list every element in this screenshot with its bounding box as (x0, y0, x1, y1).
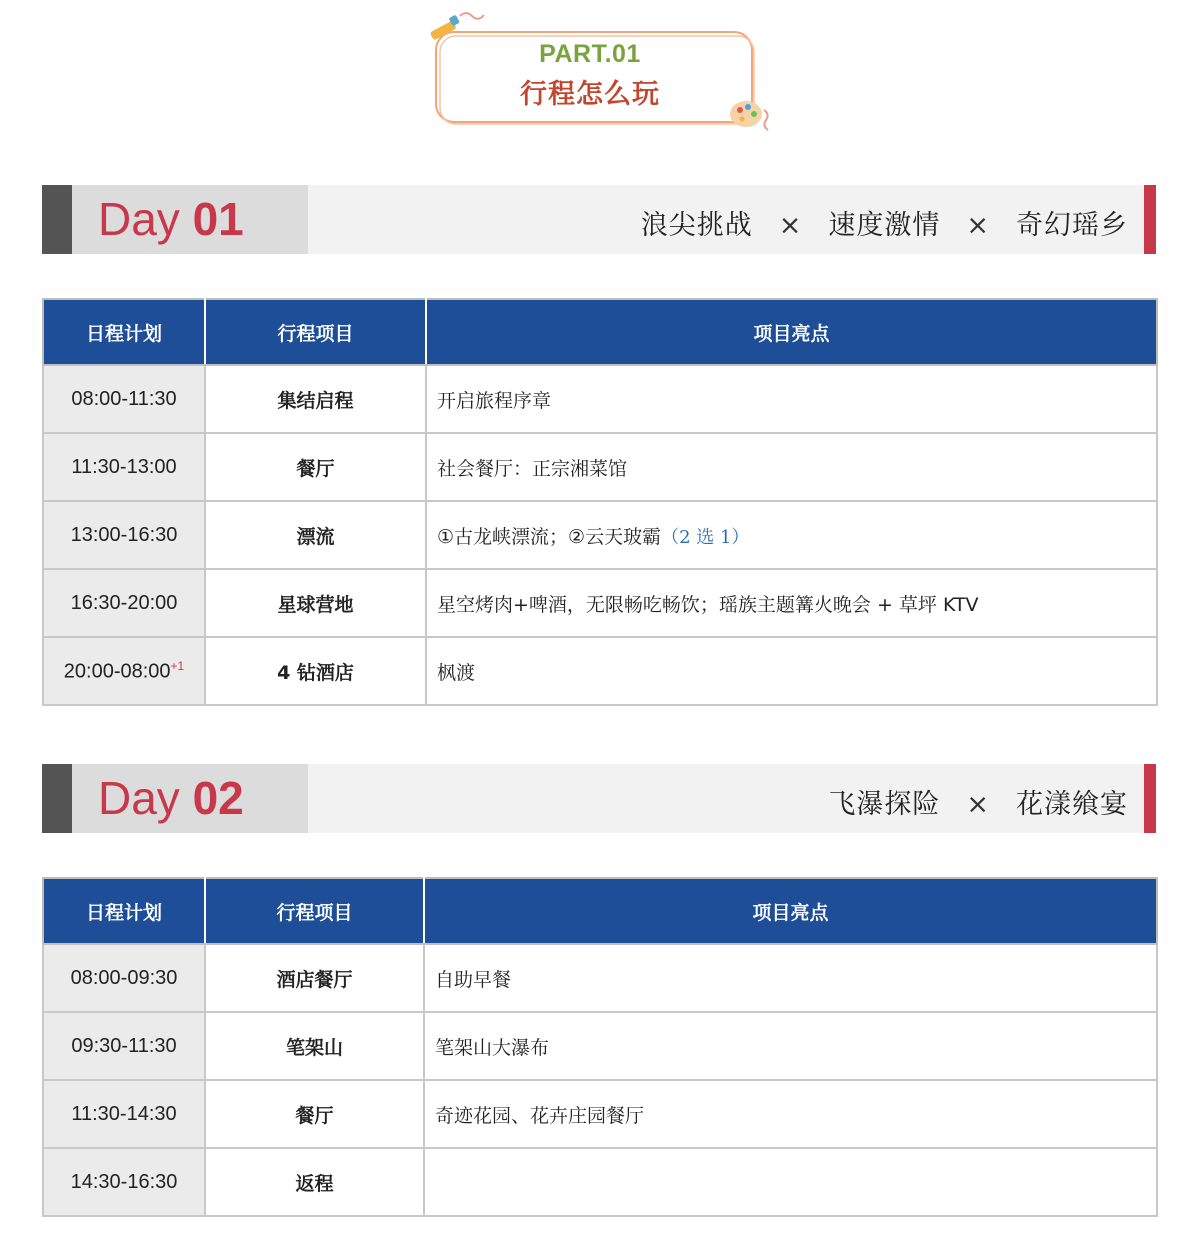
highlight-cell: 笔架山大瀑布 (424, 1012, 1157, 1080)
item-cell: 返程 (205, 1148, 424, 1216)
day-01-themes (641, 203, 1128, 242)
theme-item: 奇幻瑶乡 (1016, 210, 1128, 241)
day-02-label (98, 772, 244, 824)
highlight-text: ①古龙峡漂流；②云天玻霸 (437, 525, 662, 548)
table-row (43, 569, 1157, 637)
banner-red-tab (1144, 185, 1156, 254)
time-cell: 08:00-11:30 (43, 365, 205, 433)
table-row (43, 1012, 1157, 1080)
theme-item: 飞瀑探险 (828, 789, 941, 820)
day-02-schedule-table (42, 877, 1158, 1217)
table-row (43, 365, 1157, 433)
theme-separator: × (966, 789, 990, 820)
column-header: 行程项目 (205, 878, 424, 944)
highlight-cell (424, 1148, 1157, 1216)
theme-item: 花漾飨宴 (1016, 789, 1128, 820)
time-cell: 14:30-16:30 (43, 1148, 205, 1216)
column-header: 行程项目 (205, 299, 426, 365)
day-label-number: 01 (192, 193, 244, 245)
banner-red-tab (1144, 764, 1156, 833)
part-label: PART.01 (539, 40, 641, 68)
banner-dark-tab (42, 185, 72, 254)
time-cell: 13:00-16:30 (43, 501, 205, 569)
day-label-prefix: Day (98, 772, 193, 824)
section-title: 行程怎么玩 (520, 79, 660, 110)
highlight-cell: 社会餐厅：正宗湘菜馆 (426, 433, 1157, 501)
time-cell: 11:30-13:00 (43, 433, 205, 501)
table-row (43, 637, 1157, 705)
item-cell: 漂流 (205, 501, 426, 569)
banner-dark-tab (42, 764, 72, 833)
theme-item: 浪尖挑战 (640, 210, 753, 241)
table-row (43, 501, 1157, 569)
table-header-row (43, 878, 1157, 944)
highlight-cell: 自助早餐 (424, 944, 1157, 1012)
column-header: 项目亮点 (426, 299, 1157, 365)
highlight-cell: 开启旅程序章 (426, 365, 1157, 433)
theme-separator: × (966, 210, 990, 241)
day-01-label (98, 193, 244, 245)
highlight-cell (426, 501, 1157, 569)
highlight-cell: 奇迹花园、花卉庄园餐厅 (424, 1080, 1157, 1148)
item-cell: 4 钻酒店 (205, 637, 426, 705)
time-text: 20:00-08:00 (63, 660, 171, 683)
next-day-marker: +1 (170, 658, 185, 673)
choice-note: （2 选 1） (661, 526, 750, 548)
time-cell (43, 637, 205, 705)
item-cell: 酒店餐厅 (205, 944, 424, 1012)
item-cell: 集结启程 (205, 365, 426, 433)
item-cell: 笔架山 (205, 1012, 424, 1080)
highlight-cell: 星空烤肉+啤酒，无限畅吃畅饮；瑶族主题篝火晚会 + 草坪 KTV (426, 569, 1157, 637)
item-cell: 餐厅 (205, 433, 426, 501)
table-row (43, 944, 1157, 1012)
table-header-row (43, 299, 1157, 365)
day-02-themes (828, 782, 1128, 821)
table-row (43, 433, 1157, 501)
item-cell: 餐厅 (205, 1080, 424, 1148)
table-row (43, 1080, 1157, 1148)
day-02-banner (42, 764, 1156, 833)
column-header: 日程计划 (43, 878, 205, 944)
time-cell: 08:00-09:30 (43, 944, 205, 1012)
column-header: 日程计划 (43, 299, 205, 365)
day-01-banner (42, 185, 1156, 254)
day-label-prefix: Day (98, 193, 193, 245)
table-row (43, 1148, 1157, 1216)
theme-separator: × (778, 210, 803, 241)
time-cell: 09:30-11:30 (43, 1012, 205, 1080)
time-cell: 11:30-14:30 (43, 1080, 205, 1148)
day-01-schedule-table (42, 298, 1158, 706)
column-header: 项目亮点 (424, 878, 1157, 944)
highlight-cell: 枫渡 (426, 637, 1157, 705)
item-cell: 星球营地 (205, 569, 426, 637)
time-cell: 16:30-20:00 (43, 569, 205, 637)
part-header (420, 10, 790, 136)
theme-item: 速度激情 (828, 210, 941, 241)
day-label-number: 02 (192, 772, 244, 824)
